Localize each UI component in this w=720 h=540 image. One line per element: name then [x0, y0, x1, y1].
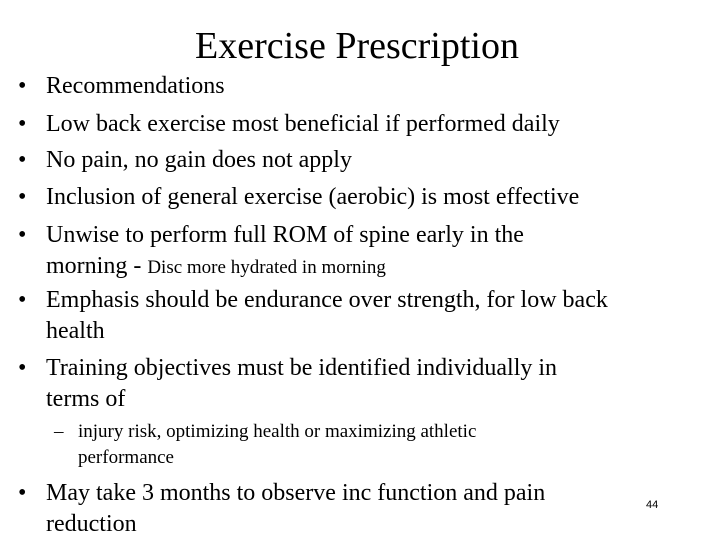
bullet-item — [18, 71, 225, 101]
bullet-marker: • — [18, 111, 27, 137]
bullet-continuation-text: morning - — [46, 253, 148, 279]
bullet-note: Disc more hydrated in morning — [147, 257, 386, 278]
page-number: 44 — [646, 499, 659, 511]
bullet-marker: • — [18, 73, 27, 99]
bullet-text: May take 3 months to observe inc function and pain — [46, 480, 546, 506]
bullet-text: Inclusion of general exercise (aerobic) is most effective — [46, 184, 580, 210]
slide-title: Exercise Prescription — [195, 25, 519, 67]
sub-bullet-item — [54, 419, 476, 445]
bullet-marker: • — [18, 147, 27, 173]
bullet-continuation: reduction — [46, 511, 137, 537]
bullet-continuation: health — [46, 318, 105, 344]
sub-bullet-continuation: performance — [78, 447, 174, 468]
bullet-text: Emphasis should be endurance over strength, for low back — [46, 287, 608, 313]
bullet-item — [18, 145, 352, 175]
bullet-text: Low back exercise most beneficial if performed daily — [46, 111, 560, 137]
bullet-text: Training objectives must be identified individually in — [46, 355, 558, 381]
bullet-continuation — [46, 251, 386, 283]
bullet-marker: • — [18, 222, 27, 248]
bullet-marker: • — [18, 480, 27, 506]
bullet-marker: • — [18, 184, 27, 210]
bullet-marker: • — [18, 355, 27, 381]
bullet-item — [18, 182, 580, 212]
bullet-text: Unwise to perform full ROM of spine early in the — [46, 222, 524, 248]
bullet-text: Recommendations — [46, 73, 225, 99]
bullet-item — [18, 285, 608, 315]
sub-bullet-text: injury risk, optimizing health or maximizing athletic — [78, 421, 477, 442]
sub-bullet-marker: – — [54, 421, 64, 442]
bullet-marker: • — [18, 287, 27, 313]
bullet-continuation: terms of — [46, 386, 126, 412]
bullet-item — [18, 478, 546, 508]
bullet-text: No pain, no gain does not apply — [46, 147, 352, 173]
bullet-item — [18, 109, 560, 139]
bullet-item — [18, 353, 558, 383]
bullet-item — [18, 220, 524, 250]
